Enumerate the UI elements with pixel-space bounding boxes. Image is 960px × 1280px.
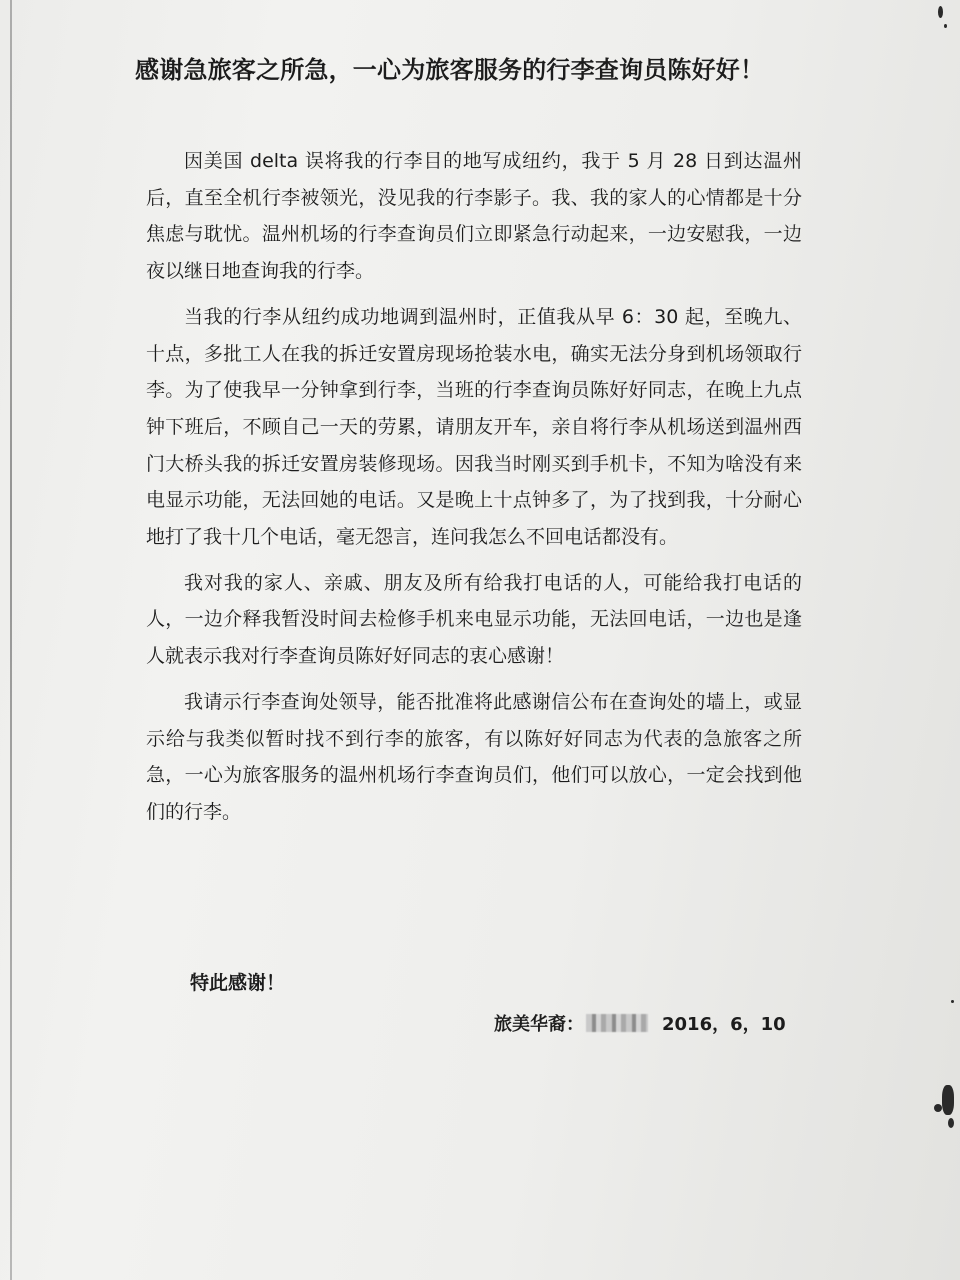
signature-label: 旅美华裔： (494, 1014, 584, 1035)
ink-speck (942, 1085, 954, 1115)
ink-speck (934, 1104, 942, 1112)
ink-speck (948, 1118, 954, 1128)
ink-speck (938, 6, 943, 18)
paper-edge-shadow (10, 0, 12, 1280)
ink-speck (951, 1000, 954, 1003)
letter-closing: 特此感谢！ (190, 972, 286, 994)
letter-date: 2016，6，10 (662, 1014, 786, 1035)
letter-paragraph: 当我的行李从纽约成功地调到温州时，正值我从早 6：30 起，至晚九、十点，多批工人在我的拆迁安置房现场抢装水电，确实无法分身到机场领取行李。为了使我早一分钟拿到行李，当班的行李查询员陈好好同志，在晚上九点钟下班后，不顾自己一天的劳累，请朋友开车，亲自将行李从机场送到温州西门大桥头我的拆迁安置房装修现场。因我当时刚买到手机卡，不知为啥没有来电显示功能，无法回她的电话。又是晚上十点钟多了，为了找到我，十分耐心地打了我十几个电话，毫无怨言，连问我怎么不回电话都没有。 (146, 305, 802, 549)
letter-paragraph: 我请示行李查询处领导，能否批准将此感谢信公布在查询处的墙上，或显示给与我类似暂时找不到行李的旅客，有以陈好好同志为代表的急旅客之所急，一心为旅客服务的温州机场行李查询员们，他们可以放心，一定会找到他们的行李。 (146, 690, 802, 823)
redacted-name (586, 1014, 648, 1032)
letter-title: 感谢急旅客之所急，一心为旅客服务的行李查询员陈好好！ (135, 56, 765, 84)
letter-signature (494, 1010, 786, 1036)
letter-paragraph: 我对我的家人、亲戚、朋友及所有给我打电话的人，可能给我打电话的人，一边介释我暂没时间去检修手机来电显示功能，无法回电话，一边也是逢人就表示我对行李查询员陈好好同志的衷心感谢！ (146, 571, 802, 668)
letter-paragraph: 因美国 delta 误将我的行李目的地写成纽约，我于 5 月 28 日到达温州后，直至全机行李被领光，没见我的行李影子。我、我的家人的心情都是十分焦虑与耽忧。温州机场的行李查询员们立即紧急行动起来，一边安慰我，一边夜以继日地查询我的行李。 (146, 150, 802, 283)
ink-speck (944, 24, 947, 28)
letter-body (146, 143, 802, 840)
